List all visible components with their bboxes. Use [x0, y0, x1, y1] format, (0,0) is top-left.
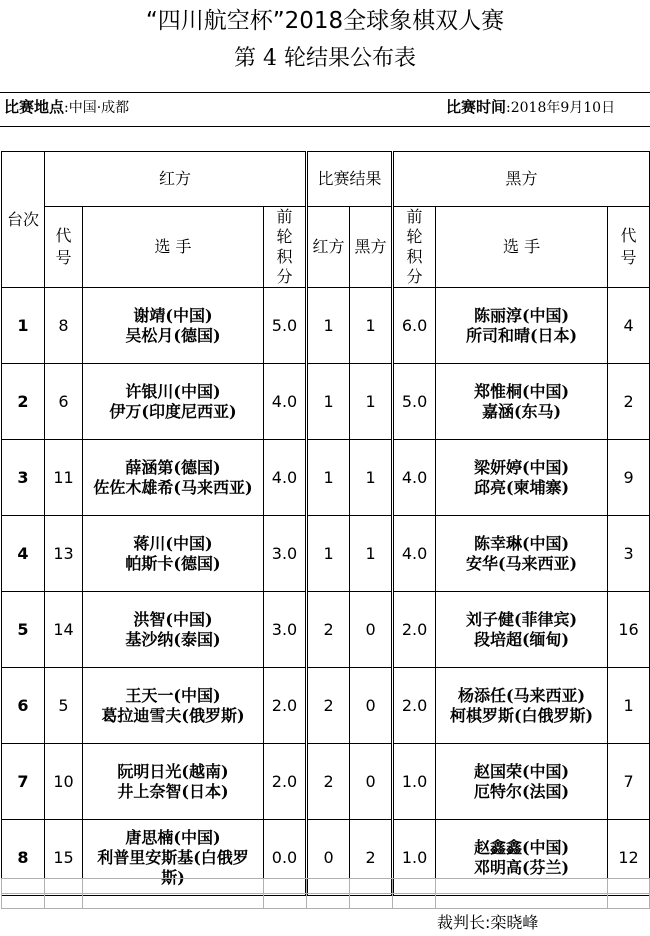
black-player-1: 刘子健(菲律宾) — [465, 609, 578, 629]
header-result: 比赛结果 — [307, 152, 393, 207]
red-player-1: 洪智(中国) — [133, 609, 213, 629]
black-player-1: 陈丽淳(中国) — [473, 305, 570, 325]
header-row-1 — [2, 152, 650, 207]
header-red-player: 选 手 — [83, 207, 264, 288]
black-result: 1 — [350, 516, 393, 592]
black-player-1: 赵国荣(中国) — [473, 761, 570, 781]
black-prev-score: 5.0 — [393, 364, 436, 440]
blank-row — [2, 879, 650, 894]
header-black-code: 代号 — [608, 207, 650, 288]
red-prev-score: 4.0 — [264, 364, 307, 440]
black-player-1: 杨添任(马来西亚) — [457, 685, 586, 705]
divider-info — [0, 126, 650, 127]
red-player-1: 谢靖(中国) — [133, 305, 213, 325]
red-player-1: 许银川(中国) — [125, 381, 221, 401]
table-row — [2, 744, 650, 820]
red-player-2: 利普里安斯基(白俄罗斯) — [97, 847, 249, 887]
red-code: 13 — [45, 516, 83, 592]
red-code: 10 — [45, 744, 83, 820]
black-players — [436, 516, 608, 592]
venue-label: 比赛地点 — [4, 98, 65, 116]
black-prev-score: 6.0 — [393, 288, 436, 364]
black-players — [436, 288, 608, 364]
red-player-1: 唐思楠(中国) — [125, 827, 221, 847]
black-code: 3 — [608, 516, 650, 592]
time-info — [446, 97, 615, 118]
venue-value: :中国·成都 — [64, 100, 130, 116]
black-code: 16 — [608, 592, 650, 668]
header-row-2 — [2, 207, 650, 288]
header-black-player: 选 手 — [436, 207, 608, 288]
black-result: 0 — [350, 744, 393, 820]
header-red-prev-score: 前轮积分 — [264, 207, 307, 288]
black-player-2: 段培超(缅甸) — [473, 629, 570, 649]
table-row — [2, 364, 650, 440]
red-player-1: 薛涵第(德国) — [125, 457, 221, 477]
black-prev-score: 2.0 — [393, 592, 436, 668]
event-title: “四川航空杯”2018全球象棋双人赛 — [145, 8, 505, 34]
black-prev-score: 4.0 — [393, 516, 436, 592]
red-code: 5 — [45, 668, 83, 744]
black-players — [436, 744, 608, 820]
black-prev-score: 2.0 — [393, 668, 436, 744]
header-result-black: 黑方 — [350, 207, 393, 288]
black-code: 4 — [608, 288, 650, 364]
header-red-code: 代号 — [45, 207, 83, 288]
table-number: 6 — [2, 668, 45, 744]
red-players — [83, 364, 264, 440]
black-code: 7 — [608, 744, 650, 820]
black-player-2: 柯棋罗斯(白俄罗斯) — [449, 705, 594, 725]
table-row — [2, 516, 650, 592]
red-prev-score: 0.0 — [264, 820, 307, 896]
black-players — [436, 364, 608, 440]
results-table — [1, 151, 650, 896]
header-black: 黑方 — [393, 152, 650, 207]
black-prev-score: 4.0 — [393, 440, 436, 516]
black-player-2: 安华(马来西亚) — [465, 553, 578, 573]
black-player-2: 嘉涵(东马) — [481, 401, 562, 421]
red-result: 1 — [307, 364, 350, 440]
table-number: 1 — [2, 288, 45, 364]
red-players — [83, 440, 264, 516]
black-code: 12 — [608, 820, 650, 896]
black-prev-score: 1.0 — [393, 820, 436, 896]
red-prev-score: 5.0 — [264, 288, 307, 364]
red-player-2: 佐佐木雄希(马来西亚) — [93, 477, 253, 497]
table-row — [2, 668, 650, 744]
red-result: 1 — [307, 288, 350, 364]
red-player-2: 帕斯卡(德国) — [125, 553, 221, 573]
black-player-2: 邓明高(芬兰) — [473, 857, 570, 877]
black-code: 9 — [608, 440, 650, 516]
black-result: 0 — [350, 592, 393, 668]
black-result: 2 — [350, 820, 393, 896]
red-result: 0 — [307, 820, 350, 896]
table-number: 8 — [2, 820, 45, 896]
red-players — [83, 288, 264, 364]
divider-top — [0, 92, 650, 93]
black-prev-score: 1.0 — [393, 744, 436, 820]
black-player-1: 梁妍婷(中国) — [473, 457, 570, 477]
table-number: 3 — [2, 440, 45, 516]
blank-grid — [1, 878, 650, 909]
black-code: 1 — [608, 668, 650, 744]
red-player-2: 伊万(印度尼西亚) — [109, 401, 237, 421]
header-result-red: 红方 — [307, 207, 350, 288]
red-player-1: 阮明日光(越南) — [117, 761, 229, 781]
black-player-1: 郑惟桐(中国) — [473, 381, 570, 401]
black-players — [436, 668, 608, 744]
red-player-2: 基沙纳(泰国) — [125, 629, 221, 649]
header-black-prev-score: 前轮积分 — [393, 207, 436, 288]
time-label: 比赛时间 — [446, 98, 507, 116]
red-prev-score: 3.0 — [264, 592, 307, 668]
red-code: 14 — [45, 592, 83, 668]
red-prev-score: 4.0 — [264, 440, 307, 516]
red-player-2: 葛拉迪雪夫(俄罗斯) — [101, 705, 245, 725]
black-player-2: 邱亮(柬埔寨) — [473, 477, 570, 497]
red-players — [83, 516, 264, 592]
red-prev-score: 3.0 — [264, 516, 307, 592]
table-number: 2 — [2, 364, 45, 440]
red-players — [83, 744, 264, 820]
red-result: 1 — [307, 440, 350, 516]
black-players — [436, 440, 608, 516]
red-players — [83, 668, 264, 744]
red-players — [83, 592, 264, 668]
round-title: 第 4 轮结果公布表 — [234, 46, 416, 71]
black-player-2: 厄特尔(法国) — [473, 781, 570, 801]
red-prev-score: 2.0 — [264, 668, 307, 744]
black-player-1: 陈幸琳(中国) — [473, 533, 570, 553]
red-code: 8 — [45, 288, 83, 364]
black-result: 1 — [350, 288, 393, 364]
table-row — [2, 288, 650, 364]
red-result: 2 — [307, 668, 350, 744]
black-result: 0 — [350, 668, 393, 744]
chief-referee: 裁判长:栾晓峰 — [437, 913, 539, 932]
table-number: 7 — [2, 744, 45, 820]
red-code: 6 — [45, 364, 83, 440]
red-player-2: 吴松月(德国) — [125, 325, 221, 345]
red-player-2: 井上奈智(日本) — [117, 781, 229, 801]
table-number: 5 — [2, 592, 45, 668]
red-prev-score: 2.0 — [264, 744, 307, 820]
blank-row — [2, 894, 650, 909]
black-player-2: 所司和晴(日本) — [465, 325, 578, 345]
black-result: 1 — [350, 364, 393, 440]
time-value: :2018年9月10日 — [506, 100, 616, 116]
red-player-1: 王天一(中国) — [125, 685, 221, 705]
red-player-1: 蒋川(中国) — [133, 533, 213, 553]
header-table-no: 台次 — [2, 152, 45, 288]
red-code: 11 — [45, 440, 83, 516]
red-result: 2 — [307, 744, 350, 820]
red-result: 1 — [307, 516, 350, 592]
black-players — [436, 592, 608, 668]
black-player-1: 赵鑫鑫(中国) — [473, 837, 570, 857]
venue-info — [4, 97, 129, 118]
red-result: 2 — [307, 592, 350, 668]
table-number: 4 — [2, 516, 45, 592]
black-code: 2 — [608, 364, 650, 440]
black-result: 1 — [350, 440, 393, 516]
table-row — [2, 440, 650, 516]
header-red: 红方 — [45, 152, 307, 207]
red-code: 15 — [45, 820, 83, 896]
table-row — [2, 592, 650, 668]
